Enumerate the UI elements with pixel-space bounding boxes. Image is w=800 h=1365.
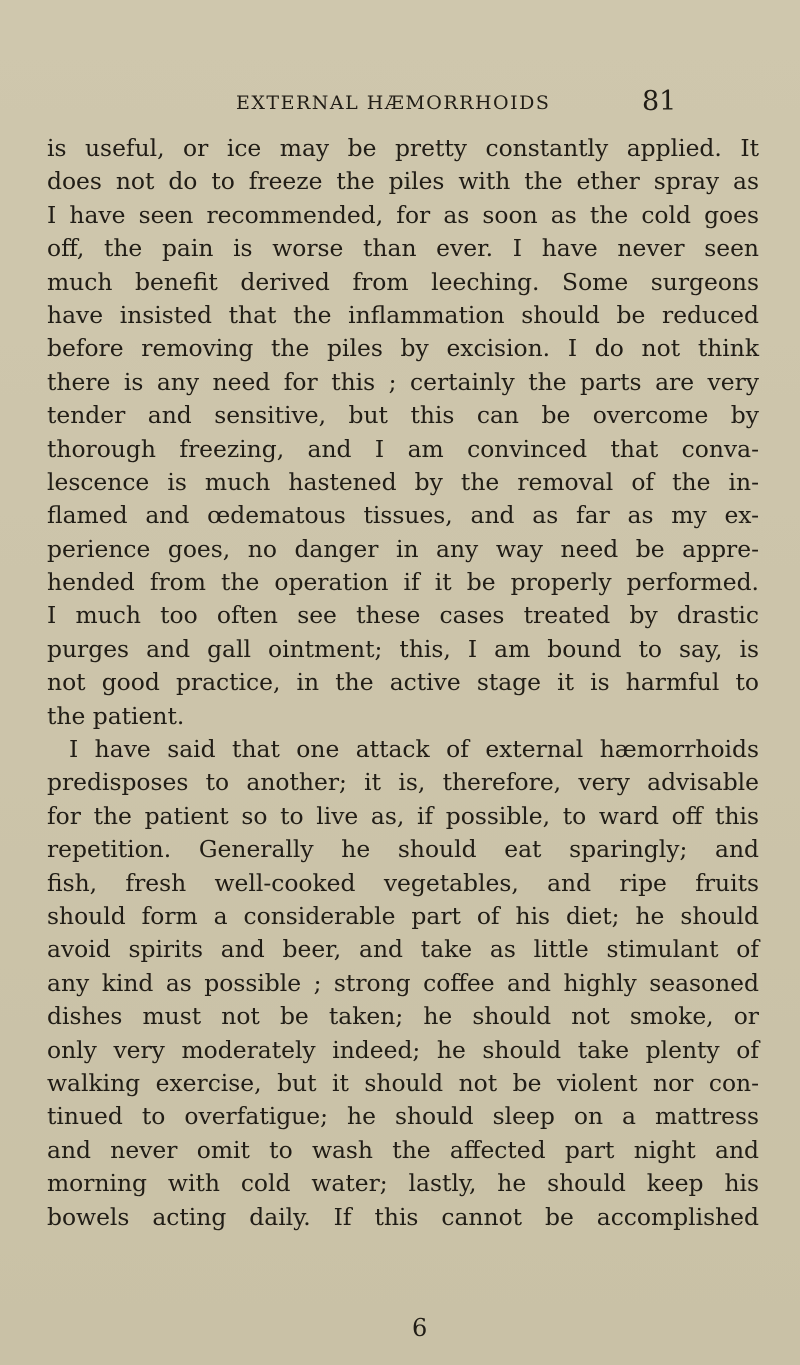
text-line: not good practice, in the active stage it is harmful to bbox=[47, 668, 759, 697]
text-line: hended from the operation if it be properly performed. bbox=[47, 568, 759, 597]
text-line: purges and gall ointment; this, I am bound to say, is bbox=[47, 634, 759, 663]
text-line: and never omit to wash the affected part night and bbox=[47, 1135, 759, 1164]
text-line: tinued to overfatigue; he should sleep on a mattress bbox=[47, 1102, 759, 1131]
text-line: bowels acting daily. If this cannot be accomplished bbox=[47, 1202, 759, 1231]
text-line: there is any need for this ; certainly the parts are very bbox=[47, 367, 759, 396]
text-line: I have seen recommended, for as soon as the cold goes bbox=[47, 200, 759, 229]
text-line: only very moderately indeed; he should take plenty of bbox=[47, 1035, 759, 1064]
text-line: morning with cold water; lastly, he should keep his bbox=[47, 1169, 759, 1198]
text-line: tender and sensitive, but this can be overcome by bbox=[47, 401, 759, 430]
text-line: lescence is much hastened by the removal of the in- bbox=[47, 467, 759, 496]
text-line: dishes must not be taken; he should not smoke, or bbox=[47, 1002, 759, 1031]
paragraph-start-line: I have said that one attack of external hæmorrhoids bbox=[69, 735, 759, 764]
running-title: EXTERNAL HÆMORRHOIDS bbox=[236, 92, 551, 114]
text-line: much benefit derived from leeching. Some surgeons bbox=[47, 267, 759, 296]
signature-mark: 6 bbox=[412, 1314, 428, 1342]
text-line: does not do to freeze the piles with the ether spray as bbox=[47, 167, 759, 196]
text-line: fish, fresh well-cooked vegetables, and ripe fruits bbox=[47, 868, 759, 897]
text-line: any kind as possible ; strong coffee and highly seasoned bbox=[47, 968, 759, 997]
text-line: I much too often see these cases treated by drastic bbox=[47, 601, 759, 630]
page-number: 81 bbox=[642, 86, 677, 117]
text-line: is useful, or ice may be pretty constantly applied. It bbox=[47, 134, 759, 162]
body-text bbox=[47, 132, 759, 1234]
text-line: before removing the piles by excision. I do not think bbox=[47, 334, 759, 363]
text-line: walking exercise, but it should not be violent nor con- bbox=[47, 1068, 759, 1097]
text-line: off, the pain is worse than ever. I have never seen bbox=[47, 234, 759, 263]
text-line: avoid spirits and beer, and take as little stimulant of bbox=[47, 935, 759, 964]
text-line: should form a considerable part of his diet; he should bbox=[47, 901, 759, 930]
text-line: flamed and œdematous tissues, and as far as my ex- bbox=[47, 501, 759, 530]
text-line: thorough freezing, and I am convinced that conva- bbox=[47, 434, 759, 463]
text-line: for the patient so to live as, if possible, to ward off this bbox=[47, 801, 759, 830]
text-line: repetition. Generally he should eat sparingly; and bbox=[47, 835, 759, 864]
paragraph-end-line: the patient. bbox=[47, 701, 185, 730]
text-line: perience goes, no danger in any way need be appre- bbox=[47, 534, 759, 563]
running-head bbox=[0, 86, 800, 126]
text-line: have insisted that the inflammation should be reduced bbox=[47, 300, 759, 329]
text-line: predisposes to another; it is, therefore, very advisable bbox=[47, 768, 759, 797]
